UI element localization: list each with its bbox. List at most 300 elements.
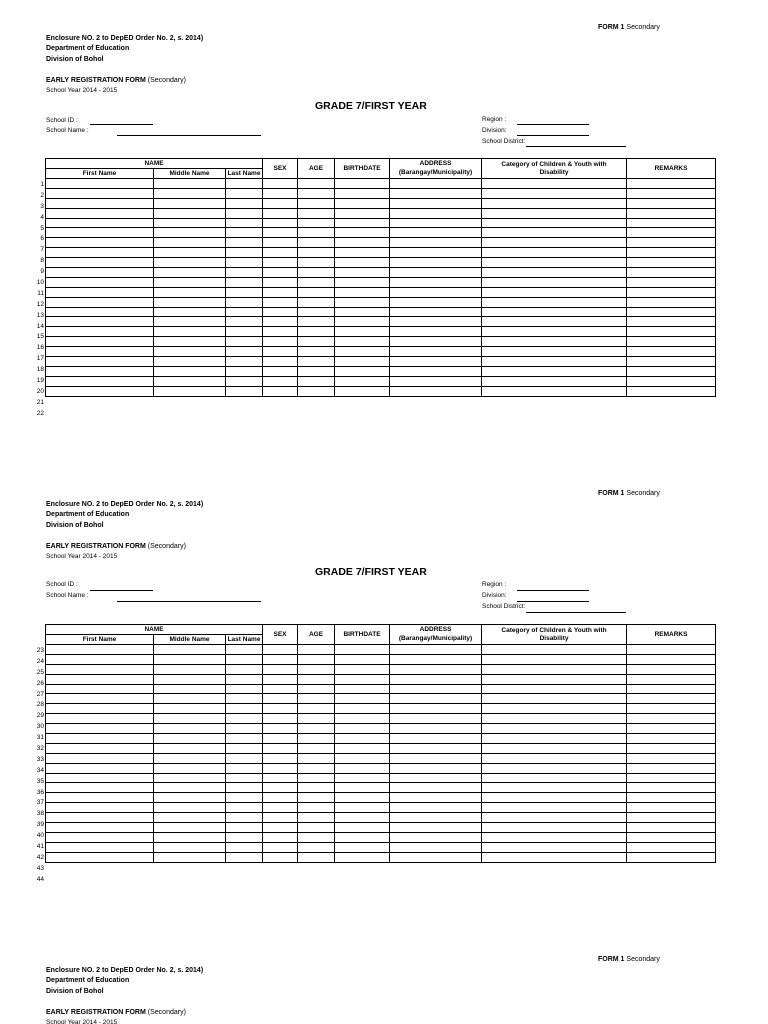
table-cell[interactable] [154, 357, 226, 367]
region-field[interactable] [517, 590, 589, 591]
table-cell[interactable] [226, 645, 263, 655]
table-cell[interactable] [335, 297, 390, 307]
table-cell[interactable] [226, 179, 263, 189]
table-cell[interactable] [482, 258, 627, 268]
table-cell[interactable] [335, 248, 390, 258]
table-cell[interactable] [154, 376, 226, 386]
table-cell[interactable] [46, 684, 154, 694]
table-cell[interactable] [154, 208, 226, 218]
table-cell[interactable] [335, 337, 390, 347]
table-cell[interactable] [390, 674, 482, 684]
table-cell[interactable] [390, 277, 482, 287]
table-cell[interactable] [298, 654, 335, 664]
table-cell[interactable] [298, 645, 335, 655]
table-cell[interactable] [46, 327, 154, 337]
table-cell[interactable] [335, 852, 390, 862]
table-cell[interactable] [482, 208, 627, 218]
table-cell[interactable] [335, 783, 390, 793]
table-cell[interactable] [263, 258, 298, 268]
table-cell[interactable] [263, 664, 298, 674]
table-cell[interactable] [627, 277, 716, 287]
table-cell[interactable] [298, 714, 335, 724]
table-cell[interactable] [154, 724, 226, 734]
table-cell[interactable] [390, 704, 482, 714]
table-cell[interactable] [263, 386, 298, 396]
division-field[interactable] [517, 135, 589, 136]
table-cell[interactable] [154, 734, 226, 744]
table-cell[interactable] [482, 238, 627, 248]
table-cell[interactable] [46, 714, 154, 724]
table-cell[interactable] [226, 386, 263, 396]
region-field[interactable] [517, 124, 589, 125]
table-cell[interactable] [298, 208, 335, 218]
table-cell[interactable] [263, 852, 298, 862]
table-cell[interactable] [482, 803, 627, 813]
table-cell[interactable] [627, 773, 716, 783]
table-cell[interactable] [482, 645, 627, 655]
table-cell[interactable] [298, 823, 335, 833]
table-cell[interactable] [482, 704, 627, 714]
table-cell[interactable] [154, 327, 226, 337]
table-cell[interactable] [627, 337, 716, 347]
table-cell[interactable] [226, 842, 263, 852]
table-cell[interactable] [627, 307, 716, 317]
table-cell[interactable] [335, 268, 390, 278]
school-district-field[interactable] [526, 612, 626, 613]
table-cell[interactable] [298, 248, 335, 258]
table-cell[interactable] [627, 832, 716, 842]
table-cell[interactable] [298, 783, 335, 793]
table-cell[interactable] [390, 734, 482, 744]
table-cell[interactable] [263, 654, 298, 664]
table-cell[interactable] [226, 238, 263, 248]
table-cell[interactable] [226, 664, 263, 674]
table-cell[interactable] [335, 724, 390, 734]
table-cell[interactable] [154, 783, 226, 793]
table-cell[interactable] [390, 337, 482, 347]
table-cell[interactable] [154, 714, 226, 724]
table-cell[interactable] [298, 258, 335, 268]
table-cell[interactable] [46, 357, 154, 367]
table-cell[interactable] [298, 684, 335, 694]
table-cell[interactable] [627, 793, 716, 803]
table-cell[interactable] [482, 753, 627, 763]
table-cell[interactable] [46, 763, 154, 773]
table-cell[interactable] [263, 704, 298, 714]
table-cell[interactable] [335, 654, 390, 664]
table-cell[interactable] [298, 366, 335, 376]
table-cell[interactable] [482, 357, 627, 367]
table-cell[interactable] [335, 188, 390, 198]
table-cell[interactable] [482, 783, 627, 793]
table-cell[interactable] [154, 704, 226, 714]
table-cell[interactable] [335, 763, 390, 773]
table-cell[interactable] [263, 248, 298, 258]
table-cell[interactable] [335, 347, 390, 357]
table-cell[interactable] [627, 753, 716, 763]
table-cell[interactable] [154, 842, 226, 852]
table-cell[interactable] [627, 842, 716, 852]
table-cell[interactable] [46, 287, 154, 297]
table-cell[interactable] [335, 753, 390, 763]
table-cell[interactable] [390, 347, 482, 357]
table-cell[interactable] [390, 773, 482, 783]
table-cell[interactable] [390, 694, 482, 704]
table-cell[interactable] [154, 366, 226, 376]
table-cell[interactable] [226, 654, 263, 664]
table-cell[interactable] [154, 258, 226, 268]
table-cell[interactable] [390, 198, 482, 208]
table-cell[interactable] [154, 386, 226, 396]
table-cell[interactable] [154, 248, 226, 258]
school-district-field[interactable] [526, 146, 626, 147]
table-cell[interactable] [46, 297, 154, 307]
table-cell[interactable] [298, 674, 335, 684]
table-cell[interactable] [482, 376, 627, 386]
table-cell[interactable] [390, 297, 482, 307]
table-cell[interactable] [482, 773, 627, 783]
table-cell[interactable] [390, 287, 482, 297]
table-cell[interactable] [627, 714, 716, 724]
table-cell[interactable] [154, 238, 226, 248]
table-cell[interactable] [263, 783, 298, 793]
table-cell[interactable] [482, 842, 627, 852]
table-cell[interactable] [263, 307, 298, 317]
table-cell[interactable] [627, 198, 716, 208]
table-cell[interactable] [390, 664, 482, 674]
table-cell[interactable] [263, 674, 298, 684]
table-cell[interactable] [263, 357, 298, 367]
table-cell[interactable] [390, 238, 482, 248]
table-cell[interactable] [482, 793, 627, 803]
table-cell[interactable] [154, 287, 226, 297]
table-cell[interactable] [226, 743, 263, 753]
table-cell[interactable] [226, 228, 263, 238]
table-cell[interactable] [46, 734, 154, 744]
table-cell[interactable] [263, 337, 298, 347]
table-cell[interactable] [46, 317, 154, 327]
table-cell[interactable] [335, 277, 390, 287]
table-cell[interactable] [390, 852, 482, 862]
table-cell[interactable] [226, 327, 263, 337]
table-cell[interactable] [335, 317, 390, 327]
table-cell[interactable] [627, 763, 716, 773]
table-cell[interactable] [226, 188, 263, 198]
table-cell[interactable] [226, 753, 263, 763]
table-cell[interactable] [46, 773, 154, 783]
table-cell[interactable] [226, 684, 263, 694]
table-cell[interactable] [390, 724, 482, 734]
table-cell[interactable] [335, 832, 390, 842]
table-cell[interactable] [226, 823, 263, 833]
table-cell[interactable] [390, 654, 482, 664]
table-cell[interactable] [335, 357, 390, 367]
table-cell[interactable] [335, 218, 390, 228]
table-cell[interactable] [154, 218, 226, 228]
table-cell[interactable] [482, 386, 627, 396]
table-cell[interactable] [154, 347, 226, 357]
table-cell[interactable] [263, 327, 298, 337]
table-cell[interactable] [627, 228, 716, 238]
table-cell[interactable] [263, 179, 298, 189]
table-cell[interactable] [390, 842, 482, 852]
table-cell[interactable] [46, 208, 154, 218]
table-cell[interactable] [263, 773, 298, 783]
table-cell[interactable] [627, 327, 716, 337]
table-cell[interactable] [154, 307, 226, 317]
table-cell[interactable] [226, 277, 263, 287]
table-cell[interactable] [298, 803, 335, 813]
table-cell[interactable] [482, 763, 627, 773]
table-cell[interactable] [335, 258, 390, 268]
table-cell[interactable] [335, 645, 390, 655]
table-cell[interactable] [627, 347, 716, 357]
table-cell[interactable] [46, 347, 154, 357]
table-cell[interactable] [263, 366, 298, 376]
table-cell[interactable] [482, 317, 627, 327]
table-cell[interactable] [627, 803, 716, 813]
table-cell[interactable] [46, 823, 154, 833]
table-cell[interactable] [226, 208, 263, 218]
table-cell[interactable] [226, 813, 263, 823]
table-cell[interactable] [298, 188, 335, 198]
table-cell[interactable] [298, 268, 335, 278]
table-cell[interactable] [390, 218, 482, 228]
table-cell[interactable] [335, 238, 390, 248]
table-cell[interactable] [263, 753, 298, 763]
table-cell[interactable] [482, 694, 627, 704]
table-cell[interactable] [154, 645, 226, 655]
table-cell[interactable] [298, 753, 335, 763]
table-cell[interactable] [154, 179, 226, 189]
table-cell[interactable] [335, 714, 390, 724]
table-cell[interactable] [298, 317, 335, 327]
table-cell[interactable] [46, 386, 154, 396]
table-cell[interactable] [46, 654, 154, 664]
table-cell[interactable] [263, 218, 298, 228]
table-cell[interactable] [46, 803, 154, 813]
table-cell[interactable] [263, 277, 298, 287]
table-cell[interactable] [263, 198, 298, 208]
table-cell[interactable] [482, 327, 627, 337]
table-cell[interactable] [390, 793, 482, 803]
table-cell[interactable] [335, 684, 390, 694]
table-cell[interactable] [226, 694, 263, 704]
table-cell[interactable] [298, 734, 335, 744]
table-cell[interactable] [627, 743, 716, 753]
table-cell[interactable] [627, 179, 716, 189]
table-cell[interactable] [627, 366, 716, 376]
table-cell[interactable] [226, 674, 263, 684]
table-cell[interactable] [298, 287, 335, 297]
table-cell[interactable] [46, 258, 154, 268]
table-cell[interactable] [298, 179, 335, 189]
table-cell[interactable] [154, 277, 226, 287]
table-cell[interactable] [482, 347, 627, 357]
table-cell[interactable] [390, 743, 482, 753]
table-cell[interactable] [482, 724, 627, 734]
table-cell[interactable] [335, 179, 390, 189]
table-cell[interactable] [335, 674, 390, 684]
table-cell[interactable] [46, 198, 154, 208]
table-cell[interactable] [390, 179, 482, 189]
table-cell[interactable] [482, 852, 627, 862]
table-cell[interactable] [46, 704, 154, 714]
table-cell[interactable] [482, 297, 627, 307]
table-cell[interactable] [226, 287, 263, 297]
table-cell[interactable] [154, 803, 226, 813]
table-cell[interactable] [154, 654, 226, 664]
table-cell[interactable] [46, 238, 154, 248]
table-cell[interactable] [298, 218, 335, 228]
table-cell[interactable] [390, 208, 482, 218]
table-cell[interactable] [390, 763, 482, 773]
table-cell[interactable] [335, 803, 390, 813]
table-cell[interactable] [335, 198, 390, 208]
table-cell[interactable] [226, 704, 263, 714]
table-cell[interactable] [154, 753, 226, 763]
table-cell[interactable] [226, 218, 263, 228]
school-id-field[interactable] [90, 590, 153, 591]
table-cell[interactable] [627, 258, 716, 268]
table-cell[interactable] [154, 813, 226, 823]
table-cell[interactable] [298, 337, 335, 347]
table-cell[interactable] [226, 248, 263, 258]
table-cell[interactable] [154, 832, 226, 842]
table-cell[interactable] [482, 228, 627, 238]
table-cell[interactable] [263, 714, 298, 724]
table-cell[interactable] [335, 743, 390, 753]
table-cell[interactable] [482, 248, 627, 258]
table-cell[interactable] [46, 307, 154, 317]
table-cell[interactable] [226, 832, 263, 842]
table-cell[interactable] [482, 218, 627, 228]
table-cell[interactable] [627, 704, 716, 714]
table-cell[interactable] [482, 714, 627, 724]
table-cell[interactable] [335, 773, 390, 783]
table-cell[interactable] [390, 645, 482, 655]
table-cell[interactable] [154, 188, 226, 198]
table-cell[interactable] [390, 753, 482, 763]
table-cell[interactable] [46, 743, 154, 753]
table-cell[interactable] [627, 287, 716, 297]
table-cell[interactable] [154, 198, 226, 208]
table-cell[interactable] [226, 376, 263, 386]
table-cell[interactable] [226, 357, 263, 367]
table-cell[interactable] [46, 366, 154, 376]
table-cell[interactable] [335, 327, 390, 337]
table-cell[interactable] [298, 813, 335, 823]
table-cell[interactable] [226, 724, 263, 734]
table-cell[interactable] [46, 813, 154, 823]
table-cell[interactable] [154, 763, 226, 773]
table-cell[interactable] [46, 724, 154, 734]
table-cell[interactable] [298, 832, 335, 842]
table-cell[interactable] [627, 218, 716, 228]
table-cell[interactable] [298, 327, 335, 337]
table-cell[interactable] [154, 852, 226, 862]
table-cell[interactable] [154, 773, 226, 783]
table-cell[interactable] [46, 248, 154, 258]
table-cell[interactable] [263, 842, 298, 852]
table-cell[interactable] [226, 714, 263, 724]
table-cell[interactable] [482, 664, 627, 674]
division-field[interactable] [517, 601, 589, 602]
table-cell[interactable] [298, 297, 335, 307]
school-id-field[interactable] [90, 124, 153, 125]
table-cell[interactable] [298, 238, 335, 248]
table-cell[interactable] [298, 307, 335, 317]
table-cell[interactable] [335, 823, 390, 833]
table-cell[interactable] [46, 852, 154, 862]
table-cell[interactable] [390, 317, 482, 327]
table-cell[interactable] [627, 357, 716, 367]
table-cell[interactable] [390, 327, 482, 337]
table-cell[interactable] [226, 198, 263, 208]
table-cell[interactable] [627, 783, 716, 793]
table-cell[interactable] [627, 386, 716, 396]
table-cell[interactable] [298, 228, 335, 238]
table-cell[interactable] [46, 337, 154, 347]
table-cell[interactable] [390, 386, 482, 396]
table-cell[interactable] [298, 724, 335, 734]
table-cell[interactable] [263, 188, 298, 198]
table-cell[interactable] [390, 228, 482, 238]
table-cell[interactable] [263, 317, 298, 327]
table-cell[interactable] [263, 238, 298, 248]
table-cell[interactable] [482, 734, 627, 744]
table-cell[interactable] [226, 366, 263, 376]
table-cell[interactable] [226, 347, 263, 357]
table-cell[interactable] [390, 376, 482, 386]
table-cell[interactable] [226, 783, 263, 793]
table-cell[interactable] [226, 734, 263, 744]
table-cell[interactable] [154, 694, 226, 704]
table-cell[interactable] [226, 337, 263, 347]
table-cell[interactable] [226, 307, 263, 317]
table-cell[interactable] [390, 268, 482, 278]
table-cell[interactable] [298, 386, 335, 396]
table-cell[interactable] [335, 228, 390, 238]
table-cell[interactable] [627, 645, 716, 655]
table-cell[interactable] [263, 208, 298, 218]
table-cell[interactable] [390, 248, 482, 258]
table-cell[interactable] [335, 694, 390, 704]
table-cell[interactable] [263, 813, 298, 823]
table-cell[interactable] [482, 268, 627, 278]
table-cell[interactable] [154, 297, 226, 307]
table-cell[interactable] [627, 664, 716, 674]
table-cell[interactable] [482, 832, 627, 842]
table-cell[interactable] [298, 376, 335, 386]
table-cell[interactable] [298, 694, 335, 704]
table-cell[interactable] [46, 842, 154, 852]
table-cell[interactable] [263, 645, 298, 655]
table-cell[interactable] [298, 793, 335, 803]
table-cell[interactable] [335, 386, 390, 396]
table-cell[interactable] [627, 238, 716, 248]
table-cell[interactable] [335, 366, 390, 376]
table-cell[interactable] [627, 297, 716, 307]
table-cell[interactable] [298, 704, 335, 714]
table-cell[interactable] [46, 218, 154, 228]
table-cell[interactable] [482, 277, 627, 287]
table-cell[interactable] [263, 684, 298, 694]
table-cell[interactable] [263, 724, 298, 734]
table-cell[interactable] [482, 287, 627, 297]
table-cell[interactable] [226, 773, 263, 783]
table-cell[interactable] [298, 277, 335, 287]
